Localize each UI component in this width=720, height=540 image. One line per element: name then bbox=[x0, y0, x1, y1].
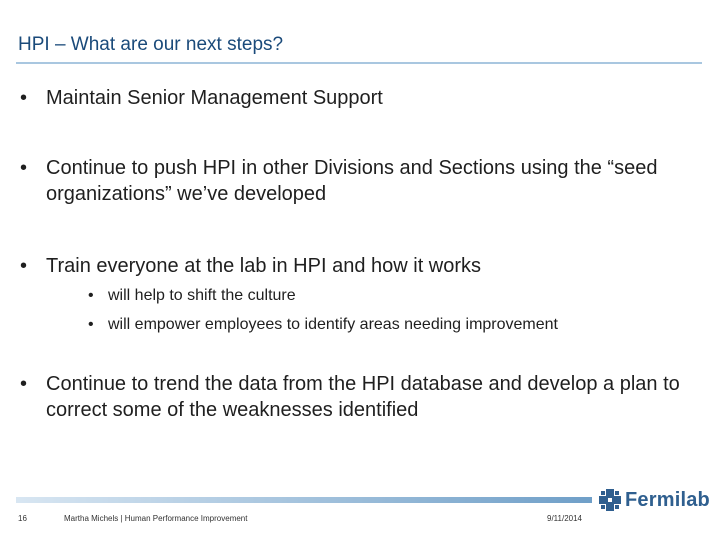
bullet-text: Train everyone at the lab in HPI and how it works bbox=[46, 255, 482, 277]
bullet-item bbox=[20, 155, 690, 207]
bullet-glyph: • bbox=[20, 255, 28, 277]
bullet-item bbox=[20, 85, 383, 111]
bullet-glyph: • bbox=[20, 157, 28, 179]
bullet-text: Continue to trend the data from the HPI database and develop a plan to correct some of the weaknesses identified bbox=[46, 373, 680, 421]
slide-title: HPI – What are our next steps? bbox=[18, 34, 284, 55]
title-underline bbox=[16, 62, 702, 64]
bullet-text: Maintain Senior Management Support bbox=[46, 87, 383, 109]
sub-bullet-glyph: • bbox=[88, 287, 94, 304]
bullet-item bbox=[20, 253, 481, 279]
page-number: 16 bbox=[18, 514, 27, 523]
fermilab-logo bbox=[597, 487, 710, 513]
logo-text: Fermilab bbox=[625, 488, 710, 511]
slide-date: 9/11/2014 bbox=[547, 514, 582, 523]
sub-bullet-item bbox=[88, 286, 296, 306]
sub-bullet-text: will empower employees to identify areas needing improvement bbox=[108, 316, 558, 333]
fermilab-emblem-icon bbox=[597, 487, 623, 513]
bullet-glyph: • bbox=[20, 87, 28, 109]
bullet-glyph: • bbox=[20, 373, 28, 395]
sub-bullet-glyph: • bbox=[88, 316, 94, 333]
presenter-info: Martha Michels | Human Performance Improvement bbox=[64, 514, 248, 523]
sub-bullet-text: will help to shift the culture bbox=[108, 287, 296, 304]
footer-gradient-bar bbox=[16, 497, 592, 503]
bullet-text: Continue to push HPI in other Divisions and Sections using the “seed organizations” we’ve developed bbox=[46, 157, 658, 205]
bullet-item bbox=[20, 371, 690, 423]
sub-bullet-item bbox=[88, 315, 558, 335]
